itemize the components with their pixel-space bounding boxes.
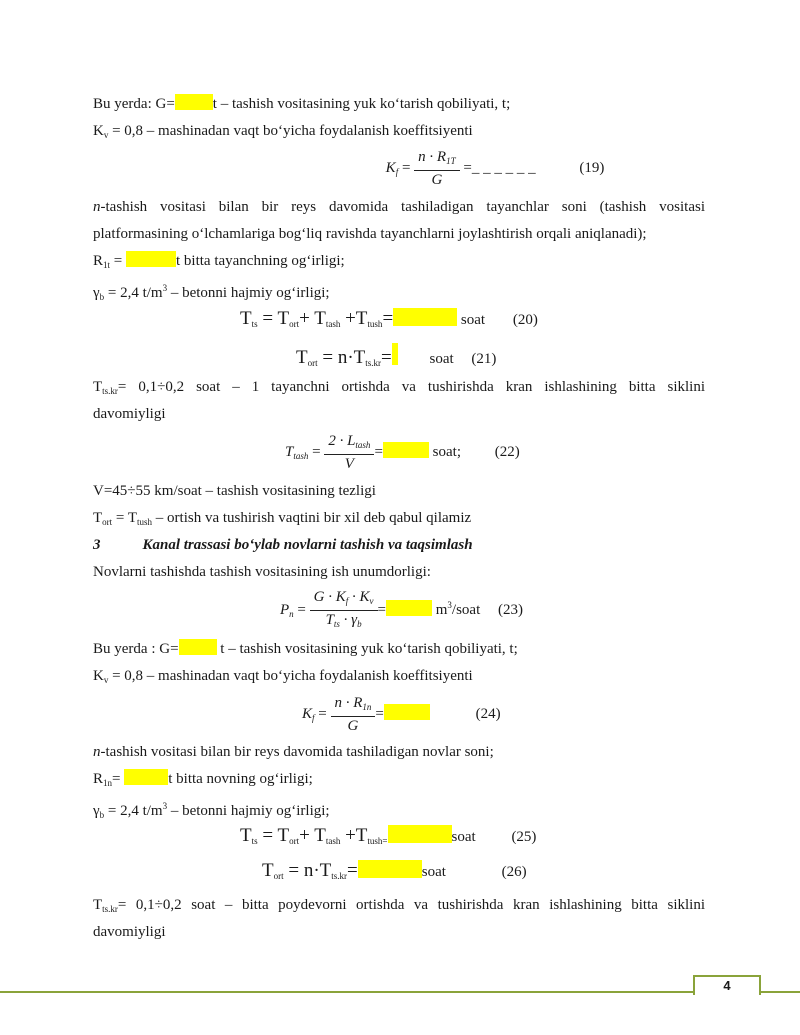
unit: soat	[421, 864, 446, 880]
text: R	[93, 771, 104, 787]
blank-highlight[interactable]	[358, 860, 422, 878]
text: Novlarni tashishda tashish vositasining ish unumdorligi:	[93, 564, 431, 580]
text: t bitta tayanchning og‘irligi;	[176, 253, 345, 269]
equation-23: $P_n$ = $\frac{G \cdot K_f \cdot K_v}{T_{ts} \cdot \gamma_b}$ = $m^3$/soat (23)	[280, 588, 800, 633]
blank-highlight[interactable]	[393, 308, 457, 326]
text: = 2,4 t/m	[104, 803, 163, 819]
sub: ts	[333, 619, 340, 629]
page-number-box	[693, 975, 761, 995]
text: – betonni hajmiy og‘irligi;	[167, 285, 330, 301]
equation-number: (25)	[511, 829, 537, 845]
sub: tush=	[367, 836, 388, 846]
eq: =	[375, 705, 384, 722]
text: K	[93, 123, 104, 139]
sub: ort	[289, 836, 300, 846]
sub: n	[289, 608, 294, 619]
t: = T	[257, 308, 290, 329]
den: V	[344, 456, 354, 472]
t: + T	[299, 825, 326, 846]
heading-number: 3	[93, 537, 101, 553]
equation-19: $K_f$ = $\frac{n \cdot R_{1T}}{G}$ =_ _ _ _ _ _ (19)	[385, 149, 605, 188]
sub: f	[312, 712, 315, 723]
line-capacity-1	[93, 94, 705, 114]
eq-lhs: K	[302, 705, 313, 722]
blank-highlight[interactable]	[392, 343, 398, 365]
line-velocity	[93, 481, 705, 501]
equation-22: $T_{tash}$ = $\frac{2 \cdot L_{tash}}{V}$ = soat; (22)	[285, 433, 520, 472]
sub: tash	[325, 836, 341, 846]
text: =	[110, 253, 126, 269]
sub: v	[103, 675, 109, 685]
t: =	[347, 860, 358, 881]
fraction	[310, 588, 378, 633]
text: t – tashish vositasining yuk ko‘tarish qobiliyati, t;	[212, 96, 511, 112]
sup: 3	[162, 283, 168, 293]
text: davomiyligi	[93, 406, 166, 422]
t: T	[240, 825, 252, 846]
sub: ts.kr	[331, 871, 348, 881]
t: = n·T	[317, 347, 366, 368]
text: = 2,4 t/m	[104, 285, 163, 301]
text: = 0,1÷0,2 soat – 1 tayanchni ortishda va tushirishda kran ishlashining bitta siklini	[117, 379, 705, 395]
text: R	[93, 253, 104, 269]
equation-number: (24)	[475, 705, 501, 722]
heading-text: Kanal trassasi bo‘ylab novlarni tashish va taqsimlash	[142, 537, 473, 553]
text: V=45÷55 km/soat – tashish vositasining tezligi	[93, 483, 376, 499]
t: T	[240, 308, 252, 329]
unit: soat	[451, 829, 476, 845]
line-productivity	[93, 562, 705, 582]
sub: ts.kr	[102, 904, 118, 914]
eq-lhs: P	[280, 601, 290, 618]
unit: soat	[457, 312, 486, 328]
den: T	[325, 612, 334, 628]
sub: ts	[251, 836, 258, 846]
sub: 1t	[103, 260, 111, 270]
sub: tash	[325, 319, 341, 329]
line-kv-2	[93, 666, 705, 690]
t: +T	[340, 308, 368, 329]
line-r1t	[93, 251, 705, 275]
equation-number: (23)	[498, 601, 523, 618]
eq-rhs: =_ _ _ _ _ _	[463, 159, 536, 176]
text: T	[93, 510, 103, 526]
text: =	[112, 771, 125, 787]
text: T	[93, 379, 103, 395]
sub: v	[369, 596, 374, 606]
equation-21	[296, 343, 800, 369]
text: = 0,8 – mashinadan vaqt bo‘yicha foydalanish koeffitsiyenti	[108, 668, 473, 684]
fraction	[331, 694, 376, 735]
equation-20	[240, 308, 800, 330]
text: Bu yerda : G=	[93, 641, 179, 657]
text: davomiyligi	[93, 924, 166, 940]
t: + T	[299, 308, 326, 329]
eq-lhs: K	[385, 159, 396, 176]
paragraph-tskr-2b	[93, 922, 705, 942]
fraction	[414, 148, 459, 189]
blank-highlight[interactable]	[179, 639, 217, 655]
text: = 0,1÷0,2 soat – bitta poydevorni ortishda va tushirishda kran ishlashining bitta siklini	[117, 897, 705, 913]
section-heading	[93, 535, 705, 555]
line-gamma-1	[93, 278, 705, 307]
sub: tash	[293, 450, 309, 461]
sub: ts.kr	[365, 358, 382, 368]
equation-number: (19)	[579, 159, 605, 176]
sup: 3	[162, 801, 168, 811]
sub: ort	[102, 517, 113, 527]
text: T	[93, 897, 103, 913]
text: -tashish vositasi bilan bir reys davomida tashiladigan novlar soni;	[100, 744, 494, 760]
num: n · R	[334, 695, 363, 711]
paragraph-n-2	[93, 742, 705, 762]
sub: 1n	[362, 702, 372, 712]
text: = 0,8 – mashinadan vaqt bo‘yicha foydalanish koeffitsiyenti	[108, 123, 473, 139]
sub: ts	[251, 319, 258, 329]
paragraph-tskr-1b	[93, 404, 705, 424]
unit: /soat	[451, 601, 481, 618]
t: =	[382, 308, 394, 329]
sub: tash	[355, 440, 371, 450]
line-capacity-2	[93, 639, 705, 659]
unit: soat;	[428, 443, 461, 460]
unit: m	[431, 601, 448, 618]
sub: tush	[367, 319, 383, 329]
fraction	[324, 432, 374, 473]
text: Bu yerda: G=	[93, 96, 175, 112]
t: =	[381, 347, 392, 368]
equation-number: (26)	[501, 864, 527, 880]
t: = T	[257, 825, 290, 846]
sub: v	[103, 130, 109, 140]
equation-26	[262, 860, 800, 882]
t: T	[296, 347, 308, 368]
num: G · K	[313, 589, 346, 605]
text: = T	[112, 510, 138, 526]
unit: soat	[429, 351, 454, 367]
num: 2 · L	[328, 433, 356, 449]
equation-25	[240, 825, 800, 847]
sub: b	[99, 810, 105, 820]
text: γ	[93, 285, 100, 301]
text: t – tashish vositasining yuk ko‘tarish qobiliyati, t;	[216, 641, 518, 657]
equation-number: (21)	[471, 351, 497, 367]
var-n: n	[93, 744, 101, 760]
text: – betonni hajmiy og‘irligi;	[167, 803, 330, 819]
sub: f	[345, 596, 349, 606]
equation-number: (22)	[494, 443, 520, 460]
sub: f	[395, 166, 399, 177]
line-kv-1	[93, 121, 705, 145]
den: G	[347, 718, 359, 734]
line-gamma-2	[93, 796, 705, 825]
equation-number: (20)	[512, 312, 538, 328]
line-tort-tush	[93, 508, 705, 532]
blank-highlight[interactable]	[388, 825, 452, 843]
footer-rule	[0, 991, 800, 993]
blank-highlight[interactable]	[124, 769, 168, 785]
paragraph-tskr-2	[93, 895, 705, 919]
eq: =	[374, 443, 383, 460]
t: +T	[340, 825, 368, 846]
text: platformasining o‘lchamlariga bog‘liq ravishda tayanchlarni joylashtirish orqali aniqlanadi);	[93, 226, 647, 242]
equation-24: $K_f$ = $\frac{n \cdot R_{1n}}{G}$ = (24)	[302, 695, 501, 734]
blank-highlight[interactable]	[126, 251, 176, 267]
num: n · R	[418, 149, 447, 165]
text: K	[93, 668, 104, 684]
sub: 1n	[103, 778, 113, 788]
line-r1n	[93, 769, 705, 793]
paragraph-tskr-1	[93, 377, 705, 401]
text: -tashish vositasi bilan bir reys davomida tashiladigan tayanchlar soni (tashish vositasi	[100, 199, 705, 215]
eq: =	[377, 601, 386, 618]
var-n: n	[93, 199, 101, 215]
eq-lhs: T	[285, 443, 294, 460]
sub: ts.kr	[102, 386, 118, 396]
den: G	[431, 172, 443, 188]
page-number: 4	[723, 978, 731, 993]
t: = n·T	[283, 860, 332, 881]
den: · γ	[339, 612, 358, 628]
sub: ort	[307, 358, 318, 368]
text: – ortish va tushirish vaqtini bir xil deb qabul qilamiz	[152, 510, 472, 526]
blank-highlight[interactable]	[383, 442, 429, 458]
paragraph-n-1b	[93, 224, 705, 244]
text: t bitta novning og‘irligi;	[168, 771, 313, 787]
blank-highlight[interactable]	[384, 704, 430, 720]
text: γ	[93, 803, 100, 819]
num: · K	[348, 589, 370, 605]
blank-highlight[interactable]	[175, 94, 213, 110]
sub: b	[99, 292, 105, 302]
sub: tush	[137, 517, 153, 527]
blank-highlight[interactable]	[386, 600, 432, 616]
sub: ort	[273, 871, 284, 881]
paragraph-n-1	[93, 197, 705, 217]
sub: 1T	[446, 156, 456, 166]
t: T	[262, 860, 274, 881]
sub: ort	[289, 319, 300, 329]
sub: b	[357, 619, 362, 629]
sup: 3	[447, 599, 452, 610]
